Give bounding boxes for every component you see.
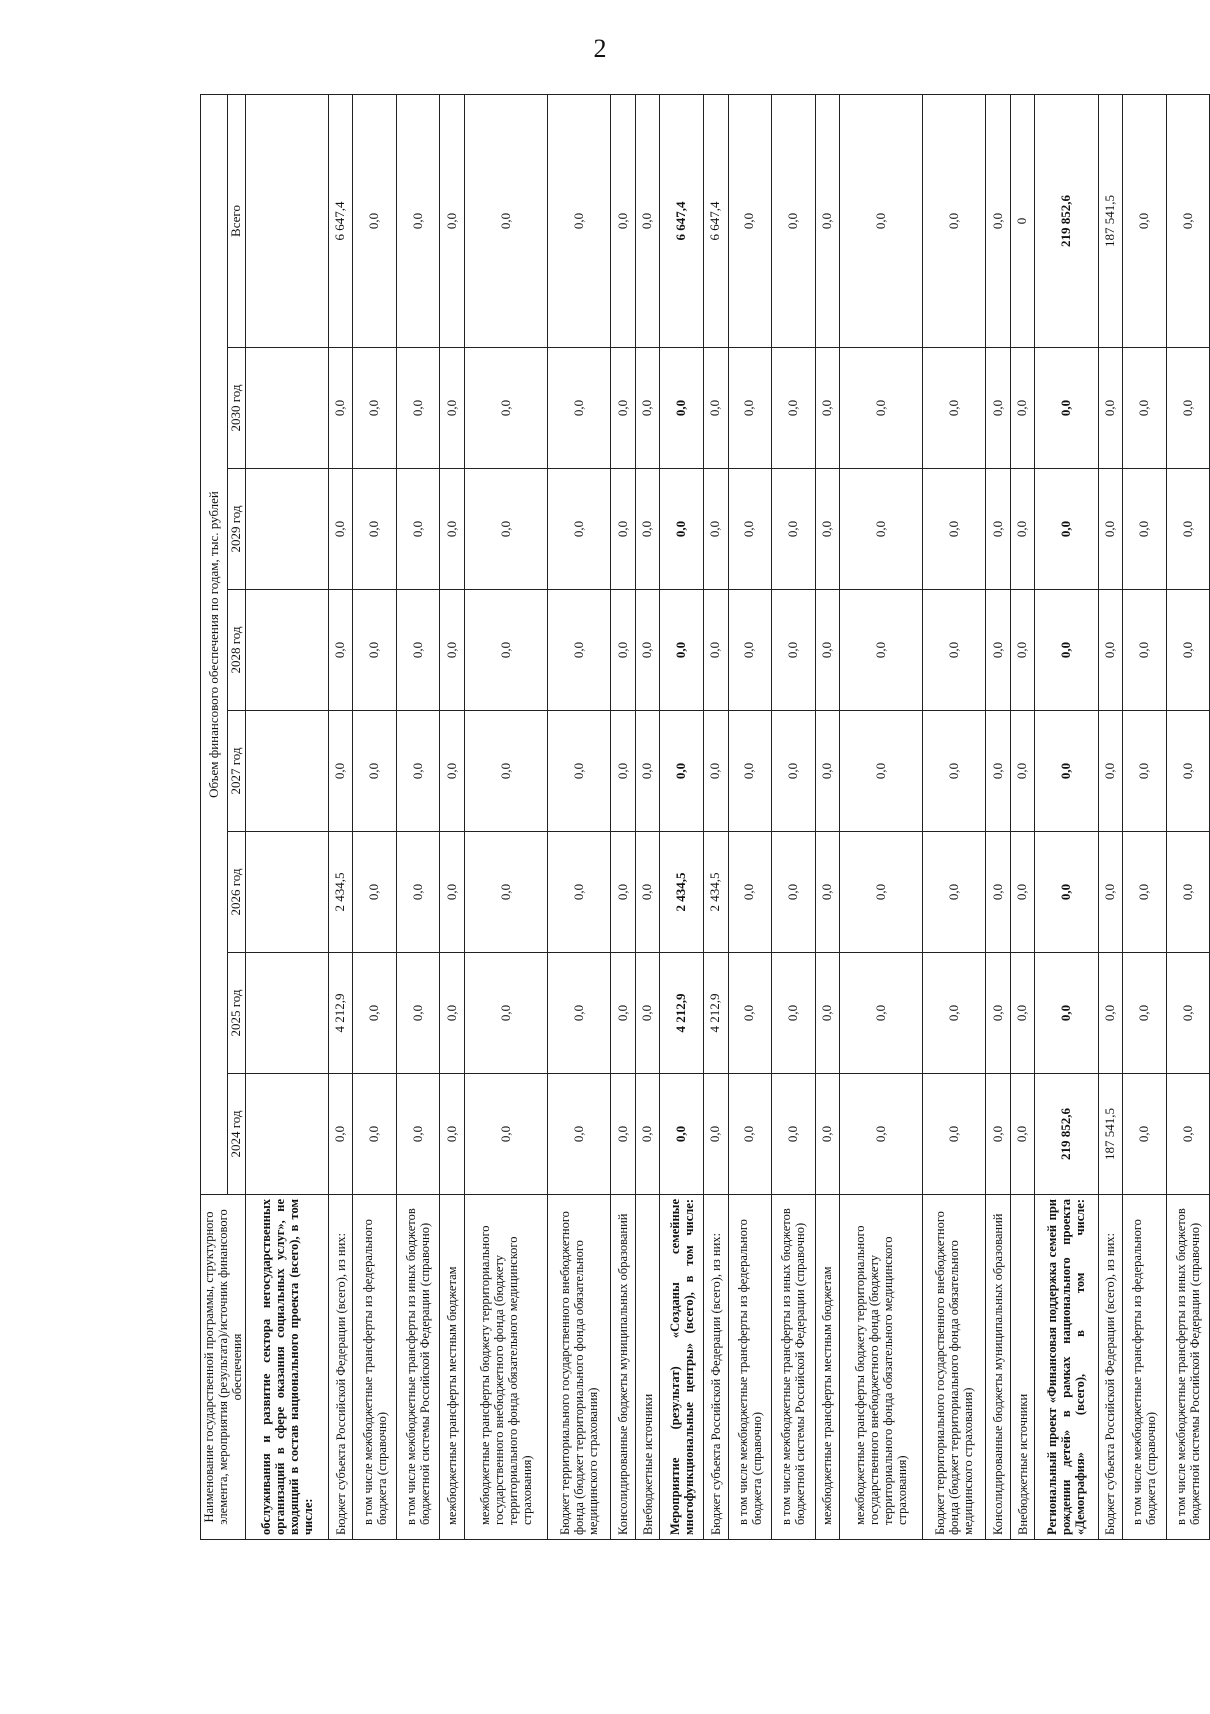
cell-2027: 0,0	[1035, 711, 1098, 832]
cell-2026: 0,0	[547, 832, 610, 953]
cell-2024: 0,0	[440, 1074, 465, 1195]
cell-2026: 0,0	[465, 832, 548, 953]
cell-2029: 0,0	[1098, 469, 1123, 590]
cell-2025: 0,0	[611, 953, 636, 1074]
table-row	[611, 94, 636, 1539]
cell-2027: 0,0	[353, 711, 397, 832]
table-row	[660, 94, 704, 1539]
cell-total: 0,0	[635, 94, 660, 347]
cell-total: 187 541,5	[1098, 94, 1123, 347]
cell-2024: 0,0	[396, 1074, 440, 1195]
cell-2024: 0,0	[465, 1074, 548, 1195]
cell-total: 0,0	[465, 94, 548, 347]
cell-2029: 0,0	[353, 469, 397, 590]
cell-2026: 0,0	[1035, 832, 1098, 953]
cell-2029: 0,0	[772, 469, 816, 590]
cell-2028: 0,0	[465, 590, 548, 711]
table-row	[772, 94, 816, 1539]
row-label: межбюджетные трансферты местным бюджетам	[815, 1195, 840, 1540]
header-year-2030: 2030 год	[228, 348, 246, 469]
table-row	[328, 94, 353, 1539]
cell-2027: 0,0	[440, 711, 465, 832]
cell-2028: 0,0	[1123, 590, 1167, 711]
table-frame	[200, 95, 1210, 1540]
row-label: Внебюджетные источники	[1010, 1195, 1035, 1540]
cell-2027: 0,0	[1010, 711, 1035, 832]
cell-2026: 0,0	[396, 832, 440, 953]
cell-2026: 0,0	[635, 832, 660, 953]
row-label: Бюджет субъекта Российской Федерации (всего), из них:	[703, 1195, 728, 1540]
cell-total: 0,0	[772, 94, 816, 347]
cell-2024: 0,0	[840, 1074, 923, 1195]
cell-2030: 0,0	[772, 348, 816, 469]
row-label: в том числе межбюджетные трансферты из иных бюджетов бюджетной системы Российской Федерации (справочно)	[396, 1195, 440, 1540]
cell-total: 6 647,4	[703, 94, 728, 347]
header-year-2026: 2026 год	[228, 832, 246, 953]
cell-2027: 0,0	[922, 711, 985, 832]
cell-2027: 0,0	[660, 711, 704, 832]
cell-2028	[246, 590, 329, 711]
header-volume-group: Объем финансового обеспечения по годам, тыс. рублей	[201, 94, 228, 1194]
cell-2024: 0,0	[660, 1074, 704, 1195]
cell-2026: 0,0	[1010, 832, 1035, 953]
table-row	[1035, 94, 1098, 1539]
cell-2025: 0,0	[1123, 953, 1167, 1074]
cell-2024: 0,0	[1123, 1074, 1167, 1195]
cell-2027: 0,0	[703, 711, 728, 832]
cell-2028: 0,0	[660, 590, 704, 711]
cell-2029: 0,0	[465, 469, 548, 590]
cell-2024: 0,0	[547, 1074, 610, 1195]
row-label: Консолидированные бюджеты муниципальных образований	[986, 1195, 1011, 1540]
cell-2027: 0,0	[465, 711, 548, 832]
cell-2028: 0,0	[396, 590, 440, 711]
cell-2025: 0,0	[1098, 953, 1123, 1074]
cell-2030: 0,0	[815, 348, 840, 469]
cell-total: 6 647,4	[660, 94, 704, 347]
cell-2026: 0,0	[1123, 832, 1167, 953]
cell-2028: 0,0	[547, 590, 610, 711]
cell-2028: 0,0	[1098, 590, 1123, 711]
cell-2025: 0,0	[1010, 953, 1035, 1074]
row-label: Бюджет субъекта Российской Федерации (всего), из них:	[328, 1195, 353, 1540]
cell-2028: 0,0	[328, 590, 353, 711]
cell-total: 0,0	[922, 94, 985, 347]
cell-2025: 0,0	[353, 953, 397, 1074]
cell-2030: 0,0	[440, 348, 465, 469]
cell-2025: 0,0	[840, 953, 923, 1074]
row-label: Консолидированные бюджеты муниципальных образований	[611, 1195, 636, 1540]
cell-2030: 0,0	[611, 348, 636, 469]
table-row	[465, 94, 548, 1539]
cell-total: 0,0	[440, 94, 465, 347]
cell-2027: 0,0	[815, 711, 840, 832]
cell-2028: 0,0	[772, 590, 816, 711]
cell-2026: 0,0	[840, 832, 923, 953]
cell-2027: 0,0	[611, 711, 636, 832]
cell-2030: 0,0	[728, 348, 772, 469]
cell-2026: 0,0	[815, 832, 840, 953]
table-row	[353, 94, 397, 1539]
cell-2025: 0,0	[1035, 953, 1098, 1074]
row-label: в том числе межбюджетные трансферты из иных бюджетов бюджетной системы Российской Федерации (справочно)	[772, 1195, 816, 1540]
cell-2024: 0,0	[728, 1074, 772, 1195]
cell-2026: 2 434,5	[328, 832, 353, 953]
cell-total: 0,0	[1123, 94, 1167, 347]
cell-2029: 0,0	[611, 469, 636, 590]
cell-2028: 0,0	[703, 590, 728, 711]
row-label: в том числе межбюджетные трансферты из федерального бюджета (справочно)	[353, 1195, 397, 1540]
cell-2028: 0,0	[728, 590, 772, 711]
cell-2030: 0,0	[703, 348, 728, 469]
cell-2028: 0,0	[1010, 590, 1035, 711]
row-label: обслуживания и развитие сектора негосударственных организаций в сфере оказания социальных услуг», не входящий в состав национального проекта (всего), в том числе:	[246, 1195, 329, 1540]
cell-2029: 0,0	[635, 469, 660, 590]
cell-2030: 0,0	[396, 348, 440, 469]
table-row	[1123, 94, 1167, 1539]
cell-total: 6 647,4	[328, 94, 353, 347]
cell-2026: 0,0	[611, 832, 636, 953]
cell-2030: 0,0	[986, 348, 1011, 469]
row-label: Региональный проект «Финансовая поддержка семей при рождении детей» в рамках национального проекта «Демография» (всего), в том числе:	[1035, 1195, 1098, 1540]
table-row	[815, 94, 840, 1539]
cell-2029: 0,0	[986, 469, 1011, 590]
header-year-2029: 2029 год	[228, 469, 246, 590]
cell-2024: 0,0	[635, 1074, 660, 1195]
cell-2027: 0,0	[1123, 711, 1167, 832]
cell-2029: 0,0	[396, 469, 440, 590]
header-total: Всего	[228, 94, 246, 347]
cell-total: 0,0	[986, 94, 1011, 347]
cell-2029	[246, 469, 329, 590]
cell-2026: 0,0	[772, 832, 816, 953]
cell-total: 0,0	[547, 94, 610, 347]
cell-2028: 0,0	[1166, 590, 1210, 711]
header-name-column: Наименование государственной программы, структурного элемента, мероприятия (результата)/источник финансового обеспечения	[201, 1195, 246, 1540]
cell-2024: 0,0	[922, 1074, 985, 1195]
cell-2027: 0,0	[547, 711, 610, 832]
table-row	[396, 94, 440, 1539]
cell-total: 0,0	[815, 94, 840, 347]
cell-2024: 0,0	[1010, 1074, 1035, 1195]
table-row	[728, 94, 772, 1539]
cell-2028: 0,0	[922, 590, 985, 711]
row-label: межбюджетные трансферты местным бюджетам	[440, 1195, 465, 1540]
table-row	[922, 94, 985, 1539]
cell-2025: 0,0	[728, 953, 772, 1074]
cell-2026: 2 434,5	[660, 832, 704, 953]
cell-2027	[246, 711, 329, 832]
cell-2024: 0,0	[772, 1074, 816, 1195]
row-label: в том числе межбюджетные трансферты из иных бюджетов бюджетной системы Российской Федерации (справочно)	[1166, 1195, 1210, 1540]
cell-2024: 0,0	[353, 1074, 397, 1195]
cell-2025: 0,0	[772, 953, 816, 1074]
row-label: в том числе межбюджетные трансферты из федерального бюджета (справочно)	[1123, 1195, 1167, 1540]
cell-total: 0,0	[611, 94, 636, 347]
cell-2029: 0,0	[328, 469, 353, 590]
cell-2025: 0,0	[635, 953, 660, 1074]
cell-2029: 0,0	[922, 469, 985, 590]
cell-2025: 4 212,9	[328, 953, 353, 1074]
cell-total: 219 852,6	[1035, 94, 1098, 347]
cell-2030: 0,0	[1098, 348, 1123, 469]
cell-2030: 0,0	[465, 348, 548, 469]
cell-2028: 0,0	[611, 590, 636, 711]
cell-2027: 0,0	[728, 711, 772, 832]
cell-2030: 0,0	[635, 348, 660, 469]
cell-2027: 0,0	[396, 711, 440, 832]
cell-total	[246, 94, 329, 347]
cell-2029: 0,0	[1035, 469, 1098, 590]
cell-2027: 0,0	[840, 711, 923, 832]
cell-2030: 0,0	[328, 348, 353, 469]
cell-total: 0,0	[840, 94, 923, 347]
cell-2024: 0,0	[703, 1074, 728, 1195]
cell-2030: 0,0	[1166, 348, 1210, 469]
cell-2029: 0,0	[728, 469, 772, 590]
cell-2024: 0,0	[815, 1074, 840, 1195]
cell-2025: 4 212,9	[703, 953, 728, 1074]
cell-2026: 0,0	[986, 832, 1011, 953]
row-label: Бюджет территориального государственного внебюджетного фонда (бюджет территориального фонда обязательного медицинского страхования)	[922, 1195, 985, 1540]
cell-2029: 0,0	[1166, 469, 1210, 590]
header-year-2025: 2025 год	[228, 953, 246, 1074]
cell-2024: 0,0	[986, 1074, 1011, 1195]
row-label: Бюджет территориального государственного внебюджетного фонда (бюджет территориального фонда обязательного медицинского страхования)	[547, 1195, 610, 1540]
row-label: в том числе межбюджетные трансферты из федерального бюджета (справочно)	[728, 1195, 772, 1540]
row-label: межбюджетные трансферты бюджету территориального государственного внебюджетного фонда (бюджету территориального фонда обязательного медицинского страхования)	[840, 1195, 923, 1540]
table-row	[1010, 94, 1035, 1539]
cell-2026: 0,0	[353, 832, 397, 953]
cell-2026: 0,0	[922, 832, 985, 953]
cell-2024	[246, 1074, 329, 1195]
cell-2026: 0,0	[728, 832, 772, 953]
cell-2027: 0,0	[1098, 711, 1123, 832]
cell-2030: 0,0	[840, 348, 923, 469]
table-row	[986, 94, 1011, 1539]
cell-2029: 0,0	[660, 469, 704, 590]
cell-2030: 0,0	[1035, 348, 1098, 469]
page-number: 2	[593, 34, 607, 63]
cell-2024: 0,0	[328, 1074, 353, 1195]
cell-2029: 0,0	[840, 469, 923, 590]
table-row	[1098, 94, 1123, 1539]
cell-2025: 0,0	[465, 953, 548, 1074]
cell-2026: 0,0	[1098, 832, 1123, 953]
cell-2027: 0,0	[986, 711, 1011, 832]
cell-2026: 0,0	[1166, 832, 1210, 953]
row-label: Внебюджетные источники	[635, 1195, 660, 1540]
cell-2025: 0,0	[440, 953, 465, 1074]
cell-2025: 4 212,9	[660, 953, 704, 1074]
cell-2028: 0,0	[635, 590, 660, 711]
cell-total: 0,0	[353, 94, 397, 347]
cell-2025: 0,0	[815, 953, 840, 1074]
cell-2030: 0,0	[1010, 348, 1035, 469]
cell-2029: 0,0	[1123, 469, 1167, 590]
table-row	[840, 94, 923, 1539]
cell-2030: 0,0	[547, 348, 610, 469]
cell-2029: 0,0	[703, 469, 728, 590]
cell-2024: 0,0	[611, 1074, 636, 1195]
financing-table	[200, 94, 1210, 1540]
cell-2025: 0,0	[1166, 953, 1210, 1074]
cell-2030	[246, 348, 329, 469]
table-row	[440, 94, 465, 1539]
table-row	[246, 94, 329, 1539]
header-year-2028: 2028 год	[228, 590, 246, 711]
cell-2026	[246, 832, 329, 953]
table-row	[703, 94, 728, 1539]
cell-2028: 0,0	[986, 590, 1011, 711]
table-row	[547, 94, 610, 1539]
cell-2028: 0,0	[840, 590, 923, 711]
cell-2025: 0,0	[396, 953, 440, 1074]
row-label: межбюджетные трансферты бюджету территориального государственного внебюджетного фонда (бюджету территориального фонда обязательного медицинского страхования)	[465, 1195, 548, 1540]
cell-2026: 2 434,5	[703, 832, 728, 953]
cell-2028: 0,0	[440, 590, 465, 711]
cell-2029: 0,0	[547, 469, 610, 590]
cell-2025: 0,0	[986, 953, 1011, 1074]
cell-2030: 0,0	[660, 348, 704, 469]
cell-2027: 0,0	[328, 711, 353, 832]
table-row	[1166, 94, 1210, 1539]
cell-2029: 0,0	[1010, 469, 1035, 590]
table-row	[635, 94, 660, 1539]
cell-total: 0	[1010, 94, 1035, 347]
cell-total: 0,0	[728, 94, 772, 347]
cell-2030: 0,0	[353, 348, 397, 469]
cell-2029: 0,0	[440, 469, 465, 590]
cell-2030: 0,0	[922, 348, 985, 469]
rotated-table-container	[200, 95, 1210, 1540]
header-year-2027: 2027 год	[228, 711, 246, 832]
cell-2027: 0,0	[635, 711, 660, 832]
cell-2028: 0,0	[815, 590, 840, 711]
row-label: Мероприятие (результат) «Созданы семейные многофункциональные центры» (всего), в том числе:	[660, 1195, 704, 1540]
cell-2024: 0,0	[1166, 1074, 1210, 1195]
cell-2028: 0,0	[353, 590, 397, 711]
table-body	[246, 94, 1210, 1539]
header-year-2024: 2024 год	[228, 1074, 246, 1195]
cell-2029: 0,0	[815, 469, 840, 590]
cell-2025: 0,0	[922, 953, 985, 1074]
cell-2026: 0,0	[440, 832, 465, 953]
cell-2027: 0,0	[772, 711, 816, 832]
cell-total: 0,0	[396, 94, 440, 347]
cell-2024: 187 541,5	[1098, 1074, 1123, 1195]
cell-2024: 219 852,6	[1035, 1074, 1098, 1195]
cell-2025: 0,0	[547, 953, 610, 1074]
cell-total: 0,0	[1166, 94, 1210, 347]
row-label: Бюджет субъекта Российской Федерации (всего), из них:	[1098, 1195, 1123, 1540]
cell-2027: 0,0	[1166, 711, 1210, 832]
cell-2028: 0,0	[1035, 590, 1098, 711]
cell-2025	[246, 953, 329, 1074]
cell-2030: 0,0	[1123, 348, 1167, 469]
